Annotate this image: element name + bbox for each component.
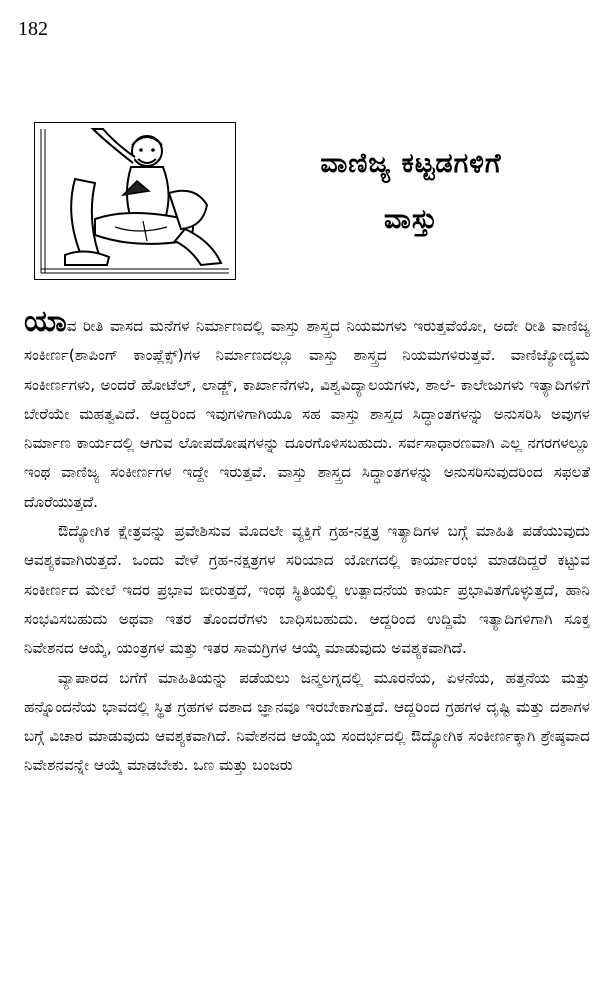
paragraph-1 [24,304,590,517]
chapter-title-line-1: ವಾಣಿಜ್ಯ ಕಟ್ಟಡಗಳಿಗೆ [320,148,502,179]
paragraph-2: ಔದ್ಯೋಗಿಕ ಕ್ಷೇತ್ರವನ್ನು ಪ್ರವೇಶಿಸುವ ಮೊದಲೇ ವ್ಯಕ್ತಿಗೆ ಗ್ರಹ-ನಕ್ಷತ್ರ ಇತ್ಯಾದಿಗಳ ಬಗ್ಗೆ ಮಾಹಿತಿ ಪಡೆಯುವುದು ಆವಶ್ಯಕವಾಗಿರುತ್ತದೆ. ಒಂದು ವೇಳೆ ಗ್ರಹ-ನಕ್ಷತ್ರಗಳ ಸರಿಯಾದ ಯೋಗದಲ್ಲಿ ಕಾರ್ಯಾರಂಭ ಮಾಡದಿದ್ದರೆ ಕಟ್ಟುವ ಸಂಕೀರ್ಣದ ಮೇಲೆ ಇದರ ಪ್ರಭಾವ ಬೀರುತ್ತದೆ, ಇಂಥ ಸ್ಥಿತಿಯಲ್ಲಿ ಉತ್ಪಾದನೆಯ ಕಾರ್ಯ ಪ್ರಭಾವಿತಗೊಳ್ಳುತ್ತದೆ, ಹಾನಿ ಸಂಭವಿಸಬಹುದು ಅಥವಾ ಇತರ ತೊಂದರೆಗಳು ಬಾಧಿಸಬಹುದು. ಆದ್ದರಿಂದ ಉದ್ದಿಮೆ ಇತ್ಯಾದಿಗಳಿಗಾಗಿ ಸೂಕ್ತ ನಿವೇಶನದ ಆಯ್ಕೆ, ಯಂತ್ರಗಳ ಮತ್ತು ಇತರ ಸಾಮಗ್ರಿಗಳ ಆಯ್ಕೆ ಮಾಡುವುದು ಅವಶ್ಯಕವಾಗಿದೆ. [24,522,590,658]
body-text [24,304,590,781]
chapter-title-line-2: ವಾಸ್ತು [383,204,439,235]
chapter-title [246,136,576,248]
chapter-illustration [34,122,236,280]
seated-figure-icon [35,123,235,279]
paragraph-3: ವ್ಯಾಪಾರದ ಬಗೆಗೆ ಮಾಹಿತಿಯನ್ನು ಪಡೆಯಲು ಜನ್ಮಲಗ್ನದಲ್ಲಿ ಮೂರನೆಯ, ಏಳನೆಯ, ಹತ್ತನೆಯ ಮತ್ತು ಹನ್ನೊಂದನೆಯ ಭಾವದಲ್ಲಿ ಸ್ಥಿತ ಗ್ರಹಗಳ ದಶಾದ ಜ್ಞಾನವೂ ಇರಬೇಕಾಗುತ್ತದೆ. ಆದ್ದರಿಂದ ಗ್ರಹಗಳ ದೃಷ್ಟಿ ಮತ್ತು ದಶಾಗಳ ಬಗ್ಗೆ ವಿಚಾರ ಮಾಡುವುದು ಆವಶ್ಯಕವಾಗಿದೆ. ನಿವೇಶನದ ಆಯ್ಕೆಯ ಸಂದರ್ಭದಲ್ಲಿ ಔದ್ಯೋಗಿಕ ಸಂಕೀರ್ಣಕ್ಕಾಗಿ ಶ್ರೇಷ್ಠವಾದ ನಿವೇಶನವನ್ನೇ ಆಯ್ಕೆ ಮಾಡಬೇಕು. ಒಣ ಮತ್ತು ಬಂಜರು [24,668,590,775]
paragraph-1-initial: ಯಾ [24,304,67,339]
page-number: 182 [18,18,48,40]
paragraph-1-text: ವ ರೀತಿ ವಾಸದ ಮನೆಗಳ ನಿರ್ಮಾಣದಲ್ಲಿ ವಾಸ್ತು ಶಾಸ್ತ್ರದ ನಿಯಮಗಳು ಇರುತ್ತವೆಯೋ, ಅದೇ ರೀತಿ ವಾಣಿಜ್ಯ ಸಂಕೀರ್ಣ(ಶಾಪಿಂಗ್ ಕಾಂಪ್ಲೆಕ್ಸ್)ಗಳ ನಿರ್ಮಾಣದಲ್ಲೂ ವಾಸ್ತು ಶಾಸ್ತ್ರದ ನಿಯಮಗಳಿರುತ್ತವೆ. ವಾಣಿಜ್ಯೋದ್ಯಮ ಸಂಕೀರ್ಣಗಳು, ಅಂದರೆ ಹೋಟೆಲ್, ಲಾಡ್ಜ್, ಕಾರ್ಖಾನೆಗಳು, ವಿಶ್ವವಿದ್ಯಾಲಯಗಳು, ಶಾಲೆ- ಕಾಲೇಜುಗಳು ಇತ್ಯಾದಿಗಳಿಗೆ ಬೇರೆಯೇ ಮಹತ್ವವಿದೆ. ಆದ್ದರಿಂದ ಇವುಗಳಿಗಾಗಿಯೂ ಸಹ ವಾಸ್ತು ಶಾಸ್ತದ ಸಿದ್ಧಾಂತಗಳನ್ನು ಅನುಸರಿಸಿ ಅವುಗಳ ನಿರ್ಮಾಣ ಕಾರ್ಯದಲ್ಲಿ ಆಗುವ ಲೋಪದೋಷಗಳನ್ನು ದೂರಗೊಳಿಸಬಹುದು. ಸರ್ವಸಾಧಾರಣವಾಗಿ ಎಲ್ಲ ನಗರಗಳಲ್ಲೂ ಇಂಥ ವಾಣಿಜ್ಯ ಸಂಕೀರ್ಣಗಳ ಇದ್ದೇ ಇರುತ್ತವೆ. ವಾಸ್ತು ಶಾಸ್ತ್ರದ ಸಿದ್ಧಾಂತಗಳನ್ನು ಅನುಸರಿಸುವುದರಿಂದ ಸಫಲತೆ ದೊರೆಯುತ್ತದೆ. [24,317,590,511]
